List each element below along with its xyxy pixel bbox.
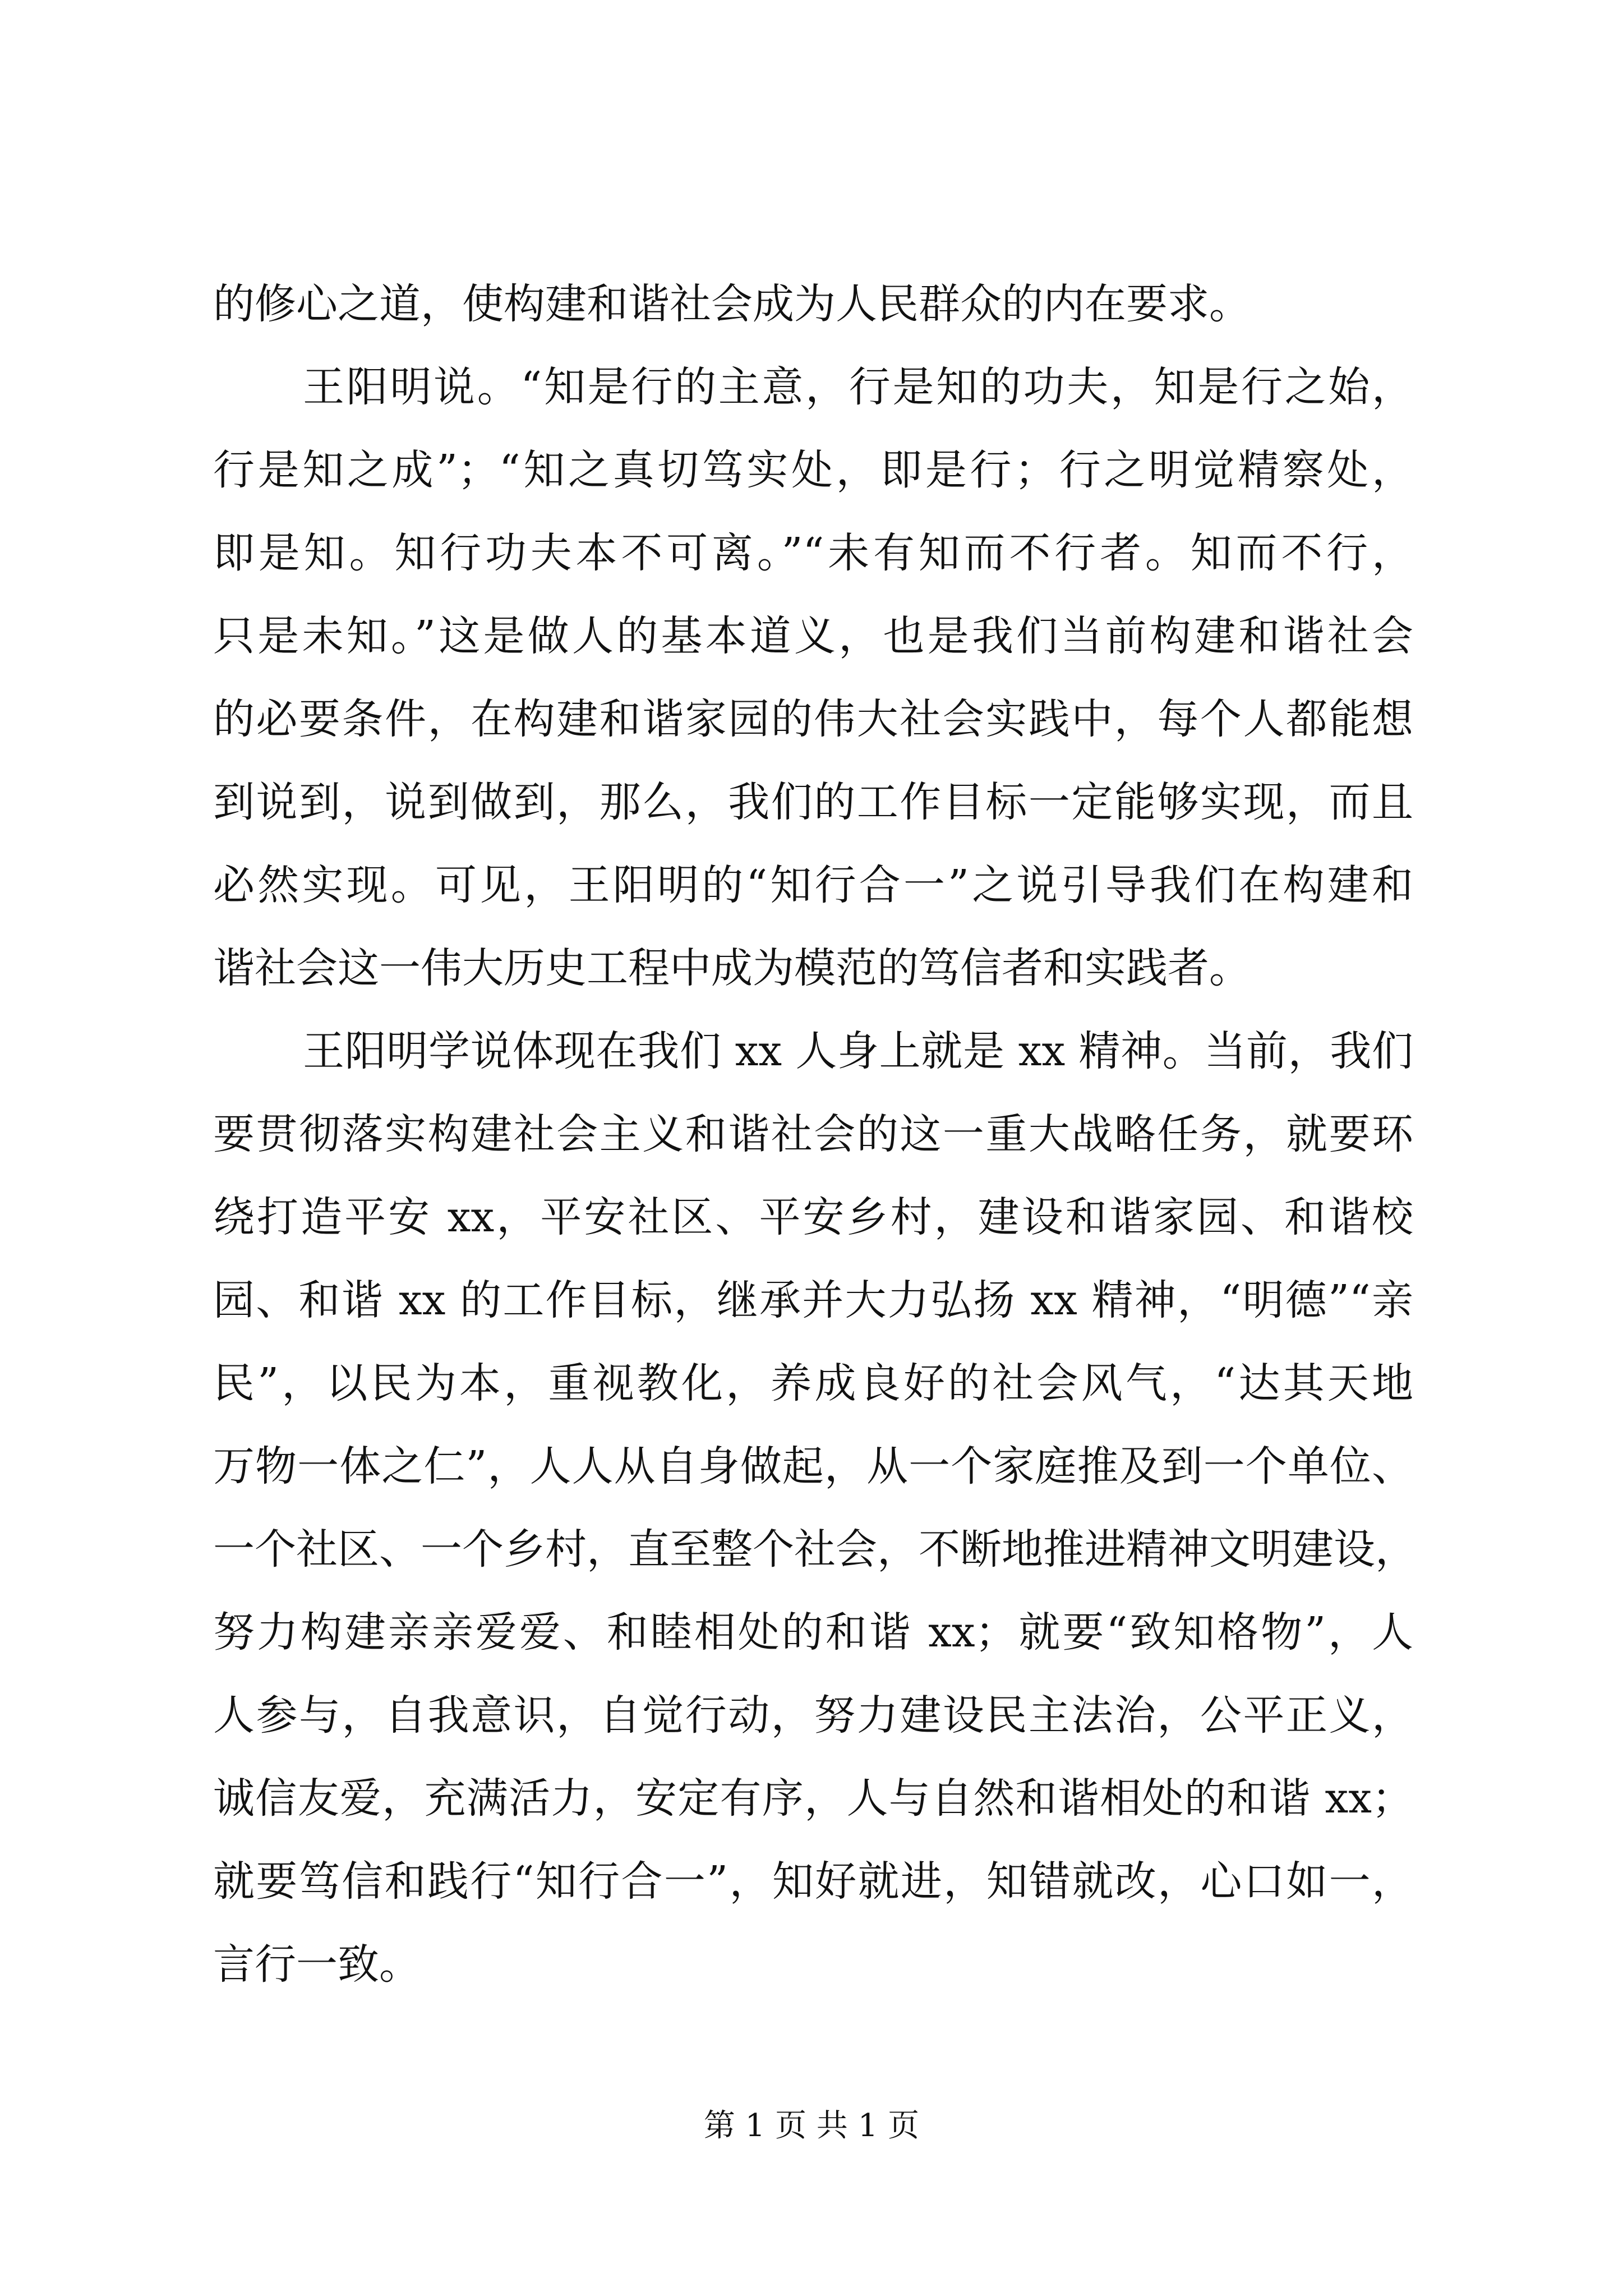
text-line: 的必要条件，在构建和谐家园的伟大社会实践中，每个人都能想	[213, 695, 1413, 743]
text-line: 谐社会这一伟大历史工程中成为模范的笃信者和实践者。	[213, 944, 1251, 992]
text-line: 王阳明说。“知是行的主意，行是知的功夫，知是行之始，	[303, 363, 1413, 411]
document-body	[213, 263, 1417, 2006]
text-line: 要贯彻落实构建社会主义和谐社会的这一重大战略任务，就要环	[213, 1110, 1413, 1158]
text-line: 一个社区、一个乡村，直至整个社会，不断地推进精神文明建设，	[213, 1525, 1417, 1573]
page-number-footer: 第 1 页 共 1 页	[703, 2108, 920, 2144]
text-line: 到说到，说到做到，那么，我们的工作目标一定能够实现，而且	[213, 778, 1413, 826]
text-line: 就要笃信和践行“知行合一”，知好就进，知错就改，心口如一，	[213, 1857, 1413, 1906]
text-line: 努力构建亲亲爱爱、和睦相处的和谐 xx；就要“致知格物”，人	[213, 1608, 1413, 1657]
text-line: 人参与，自我意识，自觉行动，努力建设民主法治，公平正义，	[213, 1691, 1413, 1740]
text-line: 言行一致。	[213, 1940, 421, 1989]
text-line: 王阳明学说体现在我们 xx 人身上就是 xx 精神。当前，我们	[303, 1027, 1413, 1075]
text-line: 万物一体之仁”，人人从自身做起，从一个家庭推及到一个单位、	[213, 1442, 1413, 1490]
text-line: 即是知。知行功夫本不可离。”“未有知而不行者。知而不行，	[213, 529, 1413, 577]
text-line: 绕打造平安 xx，平安社区、平安乡村，建设和谐家园、和谐校	[213, 1193, 1413, 1241]
text-line: 园、和谐 xx 的工作目标，继承并大力弘扬 xx 精神，“明德”“亲	[213, 1276, 1413, 1324]
text-line: 必然实现。可见，王阳明的“知行合一”之说引导我们在构建和	[213, 861, 1413, 909]
text-line: 只是未知。”这是做人的基本道义，也是我们当前构建和谐社会	[213, 612, 1413, 660]
text-line: 行是知之成”；“知之真切笃实处，即是行；行之明觉精察处，	[213, 446, 1413, 494]
text-line: 诚信友爱，充满活力，安定有序，人与自然和谐相处的和谐 xx；	[213, 1774, 1413, 1823]
text-line: 的修心之道，使构建和谐社会成为人民群众的内在要求。	[213, 280, 1251, 328]
text-line: 民”，以民为本，重视教化，养成良好的社会风气，“达其天地	[213, 1359, 1413, 1407]
